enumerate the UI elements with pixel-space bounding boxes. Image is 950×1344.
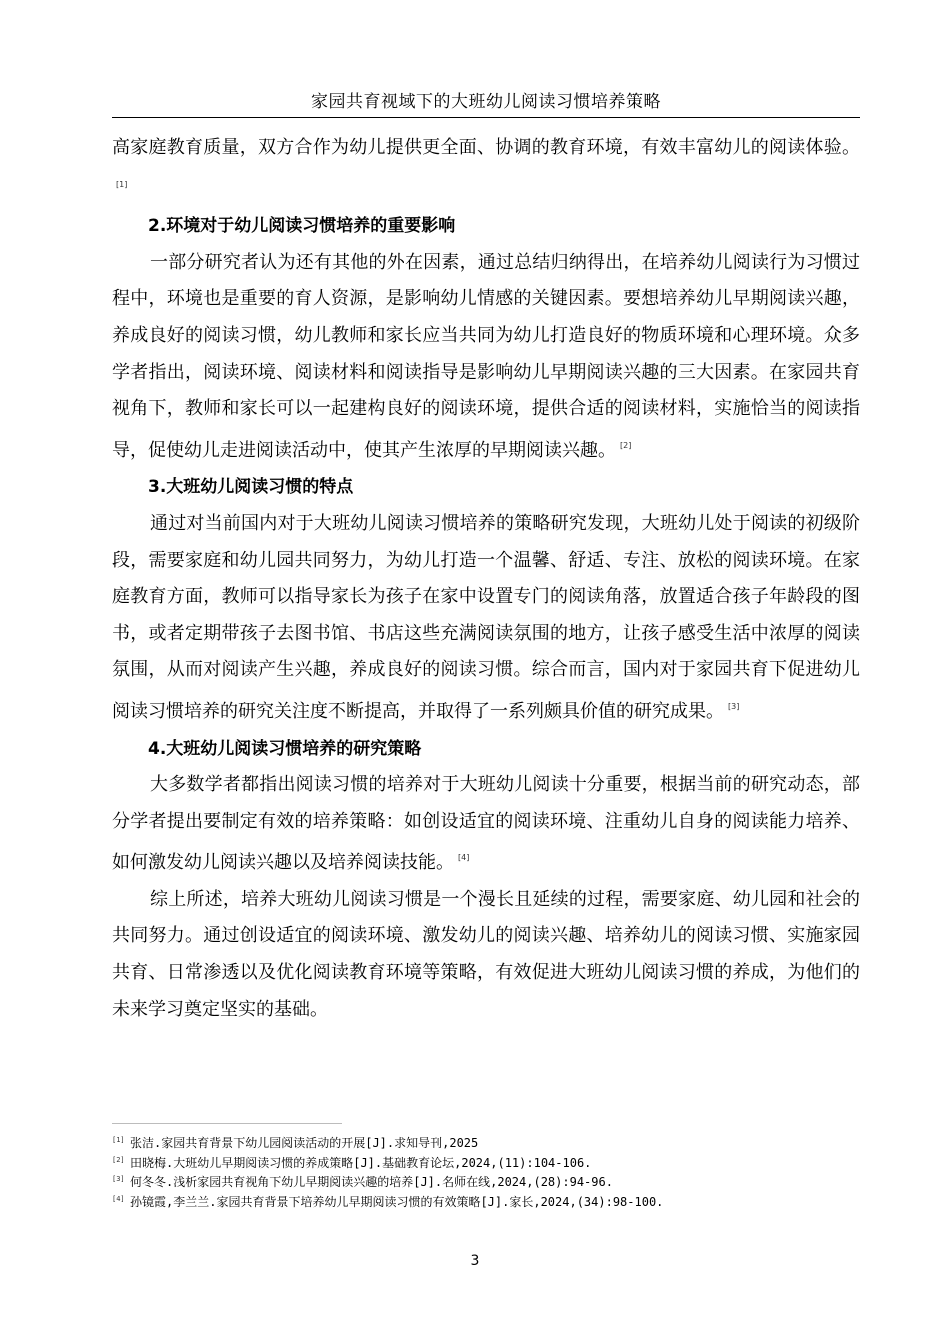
footnotes bbox=[112, 1132, 860, 1210]
paragraph-strategies bbox=[112, 767, 860, 882]
footnote-mark: [4] bbox=[112, 1194, 125, 1203]
paragraph-characteristics bbox=[112, 506, 860, 731]
paragraph-text: 高家庭教育质量，双方合作为幼儿提供更全面、协调的教育环境，有效丰富幼儿的阅读体验。 bbox=[112, 137, 860, 158]
paragraph-summary bbox=[112, 882, 860, 1028]
citation-ref: [1] bbox=[116, 179, 128, 189]
footnote-item bbox=[112, 1171, 860, 1191]
footnote-mark: [2] bbox=[112, 1155, 125, 1164]
footnote-mark: [1] bbox=[112, 1136, 125, 1144]
paragraph-continued bbox=[112, 130, 860, 208]
section-heading-4: 4.大班幼儿阅读习惯培养的研究策略 bbox=[148, 738, 422, 759]
paragraph-text: 综上所述，培养大班幼儿阅读习惯是一个漫长且延续的过程，需要家庭、幼儿园和社会的共同努力。通过创设适宜的阅读环境、激发幼儿的阅读兴趣、培养幼儿的阅读习惯、实施家园共育、日常渗透以及优化阅读教育环境等策略，有效促进大班幼儿阅读习惯的养成，为他们的未来学习奠定坚实的基础。 bbox=[112, 888, 860, 1020]
footnote-rule bbox=[112, 1123, 342, 1124]
header-rule bbox=[112, 117, 860, 118]
paragraph-text: 通过对当前国内对于大班幼儿阅读习惯培养的策略研究发现，大班幼儿处于阅读的初级阶段，需要家庭和幼儿园共同努力，为幼儿打造一个温馨、舒适、专注、放松的阅读环境。在家庭教育方面，教师可以指导家长为孩子在家中设置专门的阅读角落，放置适合孩子年龄段的图书，或者定期带孩子去图书馆、书店这些充满阅读氛围的地方，让孩子感受生活中浓厚的阅读氛围，从而对阅读产生兴趣，养成良好的阅读习惯。综合而言，国内对于家园共育下促进幼儿阅读习惯培养的研究关注度不断提高，并取得了一系列颇具价值的研究成果。 bbox=[112, 512, 860, 722]
footnote-text: 何冬冬.浅析家园共育视角下幼儿早期阅读兴趣的培养[J].名师在线,2024,(28):94-96. bbox=[130, 1175, 613, 1189]
footnote-text: 张洁.家园共育背景下幼儿园阅读活动的开展[J].求知导刊,2025 bbox=[130, 1136, 479, 1150]
paragraph-text: 一部分研究者认为还有其他的外在因素，通过总结归纳得出，在培养幼儿阅读行为习惯过程中，环境也是重要的育人资源，是影响幼儿情感的关键因素。要想培养幼儿早期阅读兴趣，养成良好的阅读习惯，幼儿教师和家长应当共同为幼儿打造良好的物质环境和心理环境。众多学者指出，阅读环境、阅读材料和阅读指导是影响幼儿早期阅读兴趣的三大因素。在家园共育视角下，教师和家长可以一起建构良好的阅读环境，提供合适的阅读材料，实施恰当的阅读指导，促使幼儿走进阅读活动中，使其产生浓厚的早期阅读兴趣。 bbox=[112, 251, 860, 461]
footnote-text: 孙镜霞,李兰兰.家园共育背景下培养幼儿早期阅读习惯的有效策略[J].家长,2024,(34):98-100. bbox=[130, 1194, 664, 1209]
citation-ref: [4] bbox=[458, 853, 470, 863]
footnote-item bbox=[112, 1191, 860, 1211]
running-header: 家园共育视域下的大班幼儿阅读习惯培养策略 bbox=[311, 92, 661, 112]
citation-ref: [2] bbox=[620, 440, 632, 450]
section-heading-2: 2.环境对于幼儿阅读习惯培养的重要影响 bbox=[148, 216, 456, 237]
citation-ref: [3] bbox=[728, 701, 740, 711]
footnote-item bbox=[112, 1132, 860, 1152]
section-heading-3: 3.大班幼儿阅读习惯的特点 bbox=[148, 477, 354, 498]
body-text bbox=[112, 130, 860, 1028]
paragraph-environment bbox=[112, 245, 860, 470]
footnote-mark: [3] bbox=[112, 1175, 125, 1183]
footnote-text: 田晓梅.大班幼儿早期阅读习惯的养成策略[J].基础教育论坛,2024,(11):104-106. bbox=[130, 1155, 592, 1170]
page-number: 3 bbox=[470, 1253, 480, 1269]
footnote-item bbox=[112, 1152, 860, 1172]
paragraph-text: 大多数学者都指出阅读习惯的培养对于大班幼儿阅读十分重要，根据当前的研究动态，部分学者提出要制定有效的培养策略：如创设适宜的阅读环境、注重幼儿自身的阅读能力培养、如何激发幼儿阅读兴趣以及培养阅读技能。 bbox=[112, 774, 860, 874]
